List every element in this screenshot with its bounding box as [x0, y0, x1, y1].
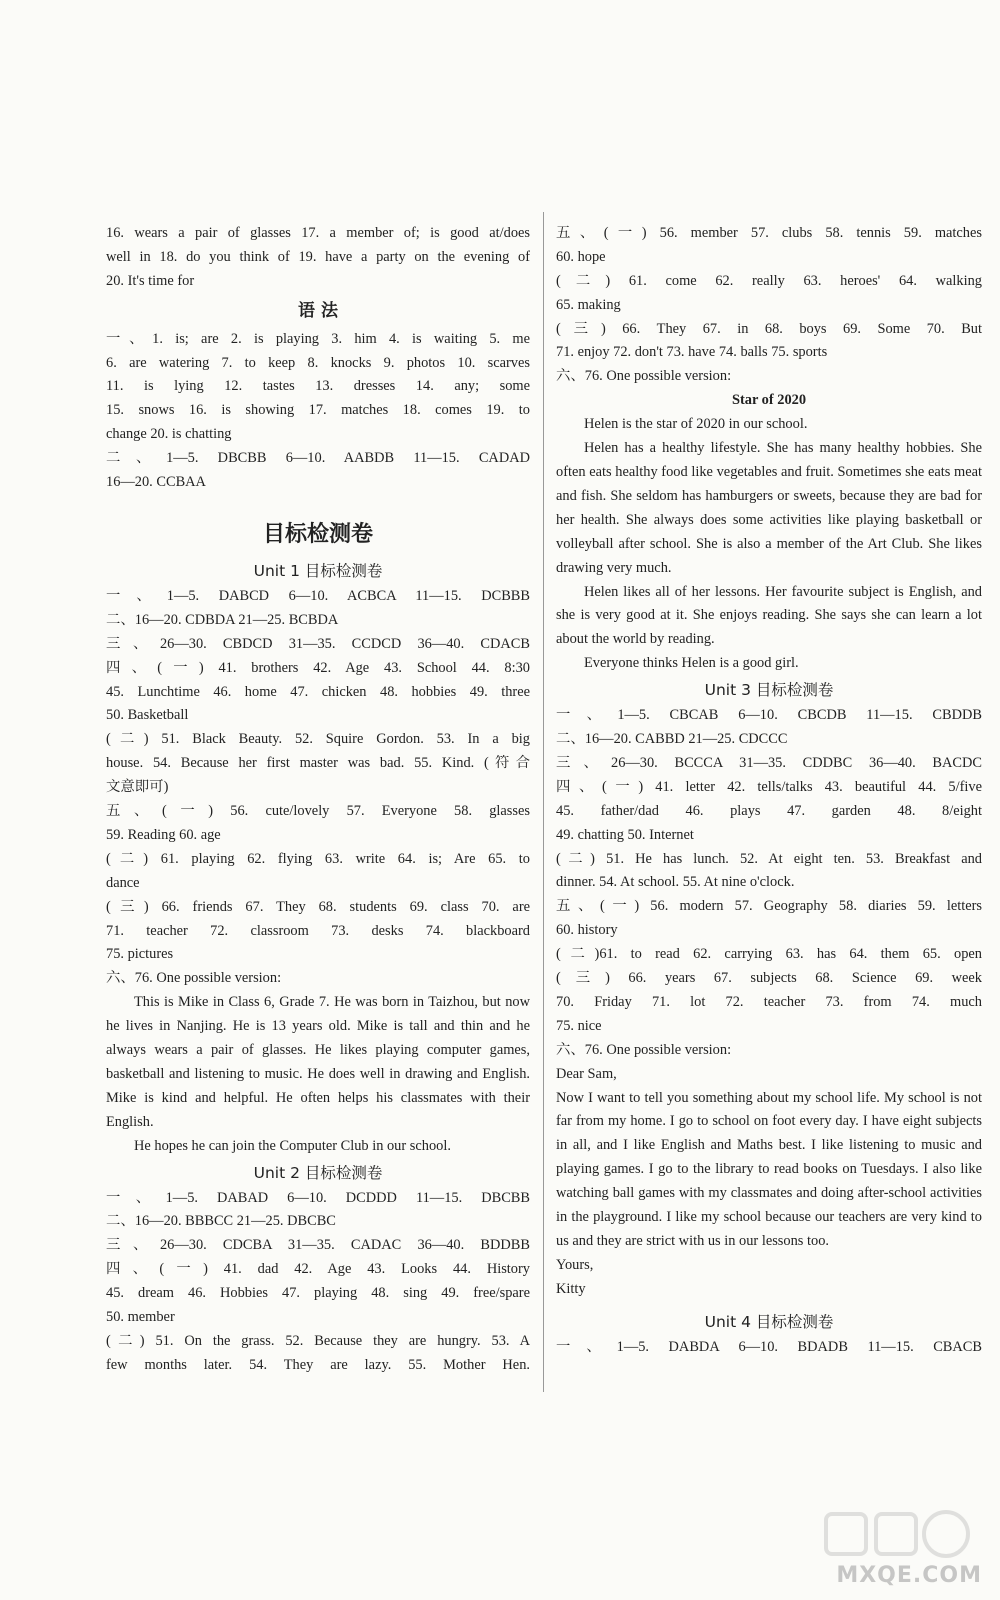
answer-line: (二) 51. On the grass. 52. Because they are hungry. 53. A — [106, 1332, 530, 1349]
answer-line: 49. chatting 50. Internet — [556, 826, 694, 843]
answer-line: (二) 61. playing 62. flying 63. write 64. is; Are 65. to — [106, 850, 530, 867]
star-essay — [556, 413, 982, 676]
unit2-answers — [106, 1187, 530, 1378]
unit3-title: Unit 3 目标检测卷 — [704, 681, 834, 700]
answer-line: 五、(一) 56. cute/lovely 57. Everyone 58. glasses — [106, 803, 530, 820]
section-heading: 目标检测卷 — [262, 521, 373, 547]
answer-line: 11. is lying 12. tastes 13. dresses 14. any; some — [106, 378, 530, 395]
answer-line: (二)61. to read 62. carrying 63. has 64. them 65. open — [556, 946, 982, 963]
answer-line: 六、76. One possible version: — [106, 970, 282, 987]
essay-paragraph: Helen likes all of her lessons. Her favourite subject is English, and she is very good at it. She enjoys reading. She says she can learn a lot about the world by reading. — [556, 583, 982, 648]
answer-line: 20. It's time for — [106, 272, 195, 289]
essay-title: Star of 2020 — [731, 392, 807, 409]
letter-greeting: Dear Sam, — [556, 1065, 617, 1082]
right-column — [556, 222, 982, 1360]
answer-line: 六、76. One possible version: — [556, 1041, 732, 1058]
answer-line: 15. snows 16. is showing 17. matches 18. comes 19. to — [106, 402, 530, 419]
answer-line: 6. are watering 7. to keep 8. knocks 9. photos 10. scarves — [106, 354, 530, 371]
answer-line: (三) 66. years 67. subjects 68. Science 69. week — [556, 970, 982, 987]
answer-line: (二) 51. He has lunch. 52. At eight ten. 53. Breakfast and — [556, 850, 982, 867]
answer-line: 50. Basketball — [106, 707, 189, 724]
answer-line: 五、(一) 56. modern 57. Geography 58. diaries 59. letters — [556, 898, 982, 915]
answer-line: 四、(一) 41. dad 42. Age 43. Looks 44. History — [106, 1261, 530, 1278]
essay-paragraph: He hopes he can join the Computer Club in our school. — [134, 1137, 451, 1154]
answer-line: (三) 66. friends 67. They 68. students 69. class 70. are — [106, 898, 530, 915]
answer-line: 二、16—20. BBBCC 21—25. DBCBC — [106, 1213, 336, 1230]
answer-line: 四、(一) 41. brothers 42. Age 43. School 44. 8:30 — [106, 659, 530, 676]
grammar-title: 语 法 — [298, 300, 338, 321]
answer-line: (三) 66. They 67. in 68. boys 69. Some 70. But — [556, 320, 982, 337]
essay-paragraph: Helen is the star of 2020 in our school. — [584, 416, 808, 433]
answer-line: house. 54. Because her first master was bad. 55. Kind. (符合 — [106, 755, 530, 772]
answer-line: 一、1—5. DABDA 6—10. BDADB 11—15. CBACB — [556, 1338, 982, 1355]
essay-paragraph: Everyone thinks Helen is a good girl. — [584, 655, 799, 672]
answer-line: 五、(一) 56. member 57. clubs 58. tennis 59. matches — [556, 225, 982, 241]
answer-line: 71. enjoy 72. don't 73. have 74. balls 75. sports — [556, 344, 828, 361]
answer-line: 60. hope — [556, 248, 606, 265]
answer-line: 50. member — [106, 1309, 175, 1326]
unit1-answers — [106, 585, 530, 991]
answer-line: 三、26—30. BCCCA 31—35. CDDBC 36—40. BACDC — [556, 754, 982, 771]
answer-line: dance — [106, 874, 140, 891]
unit4-title: Unit 4 目标检测卷 — [704, 1312, 834, 1331]
answer-line: 一、1—5. DABAD 6—10. DCDDD 11—15. DBCBB — [106, 1189, 530, 1206]
answer-line: 60. history — [556, 922, 618, 939]
answer-line: few months later. 54. They are lazy. 55. Mother Hen. — [106, 1356, 530, 1373]
right-top-answers — [556, 222, 982, 389]
answer-line: 二、16—20. CDBDA 21—25. BCBDA — [106, 611, 339, 628]
answer-line: dinner. 54. At school. 55. At nine o'clock. — [556, 874, 795, 891]
answer-line: 二、1—5. DBCBB 6—10. AABDB 11—15. CADAD — [106, 450, 530, 467]
unit1-title: Unit 1 目标检测卷 — [253, 561, 383, 580]
left-top-answers — [106, 222, 530, 294]
unit1-essay — [106, 991, 530, 1158]
letter-closing: Yours, — [556, 1256, 594, 1273]
answer-line: (二) 51. Black Beauty. 52. Squire Gordon. 53. In a big — [106, 731, 530, 748]
answer-line: 16—20. CCBAA — [106, 474, 206, 491]
answer-line: 71. teacher 72. classroom 73. desks 74. blackboard — [106, 922, 530, 939]
answer-line: 45. dream 46. Hobbies 47. playing 48. sing 49. free/spare — [106, 1285, 530, 1302]
essay-paragraph: Helen has a healthy lifestyle. She has many healthy hobbies. She often eats healthy food like vegetables and fruit. Sometimes she eats meat and fish. She seldom has hamburgers or sweets, because they are bad for her health. She always does some activities like playing basketball or volleyball after school. She is also a member of the Art Club. She likes drawing very much. — [556, 440, 982, 576]
column-divider — [543, 212, 544, 1392]
grammar-answers — [106, 328, 530, 495]
answer-line: well in 18. do you think of 19. have a party on the evening of — [106, 248, 530, 265]
answer-line: 16. wears a pair of glasses 17. a member of; is good at/does — [106, 225, 530, 241]
unit3-answers — [556, 704, 982, 1062]
answer-line: 六、76. One possible version: — [556, 368, 732, 385]
letter-body: Now I want to tell you something about my school life. My school is not far from my home. I go to school on foot every day. I have eight subjects in all, and I like English and Maths best. I like listening to music and playing games. I go to the library to read books on Tuesdays. I also like watching ball games with my classmates and doing after-school activities in the playground. I like my school because our teachers are very kind to us and they are strict with us in our lessons too. — [556, 1089, 982, 1249]
unit2-title: Unit 2 目标检测卷 — [253, 1163, 383, 1182]
answer-line: 65. making — [556, 296, 621, 313]
letter-signature: Kitty — [556, 1280, 586, 1297]
left-column — [106, 222, 530, 1378]
answer-line: 75. pictures — [106, 946, 174, 963]
answer-line: 一、1—5. DABCD 6—10. ACBCA 11—15. DCBBB — [106, 587, 530, 604]
letter — [556, 1063, 982, 1302]
answer-line: 一、1. is; are 2. is playing 3. him 4. is waiting 5. me — [106, 330, 530, 347]
answer-line: 75. nice — [556, 1017, 602, 1034]
answer-line: change 20. is chatting — [106, 426, 232, 443]
answer-line: 三、26—30. CDCBA 31—35. CADAC 36—40. BDDBB — [106, 1237, 530, 1254]
answer-line: 59. Reading 60. age — [106, 826, 221, 843]
answer-line: 45. Lunchtime 46. home 47. chicken 48. hobbies 49. three — [106, 683, 530, 700]
answer-line: 文意即可) — [106, 779, 169, 796]
unit4-answers — [556, 1336, 982, 1360]
answer-line: 三、26—30. CBDCD 31—35. CCDCD 36—40. CDACB — [106, 635, 530, 652]
watermark-text: MXQE.COM — [836, 1563, 982, 1588]
answer-line: 70. Friday 71. lot 72. teacher 73. from 74. much — [556, 993, 982, 1010]
answer-line: 一、1—5. CBCAB 6—10. CBCDB 11—15. CBDDB — [556, 707, 982, 724]
answer-line: 二、16—20. CABBD 21—25. CDCCC — [556, 731, 788, 748]
essay-paragraph: This is Mike in Class 6, Grade 7. He was born in Taizhou, but now he lives in Nanjing. He is 13 years old. Mike is tall and thin and he always wears a pair of glasses. He likes playing computer games, basketball and listening to music. He does well in drawing and English. Mike is kind and helpful. He often helps his classmates with their English. — [106, 994, 530, 1130]
answer-line: 四、(一) 41. letter 42. tells/talks 43. beautiful 44. 5/five — [556, 778, 982, 795]
answer-line: (二) 61. come 62. really 63. heroes' 64. walking — [556, 272, 982, 289]
answer-line: 45. father/dad 46. plays 47. garden 48. 8/eight — [556, 802, 982, 819]
